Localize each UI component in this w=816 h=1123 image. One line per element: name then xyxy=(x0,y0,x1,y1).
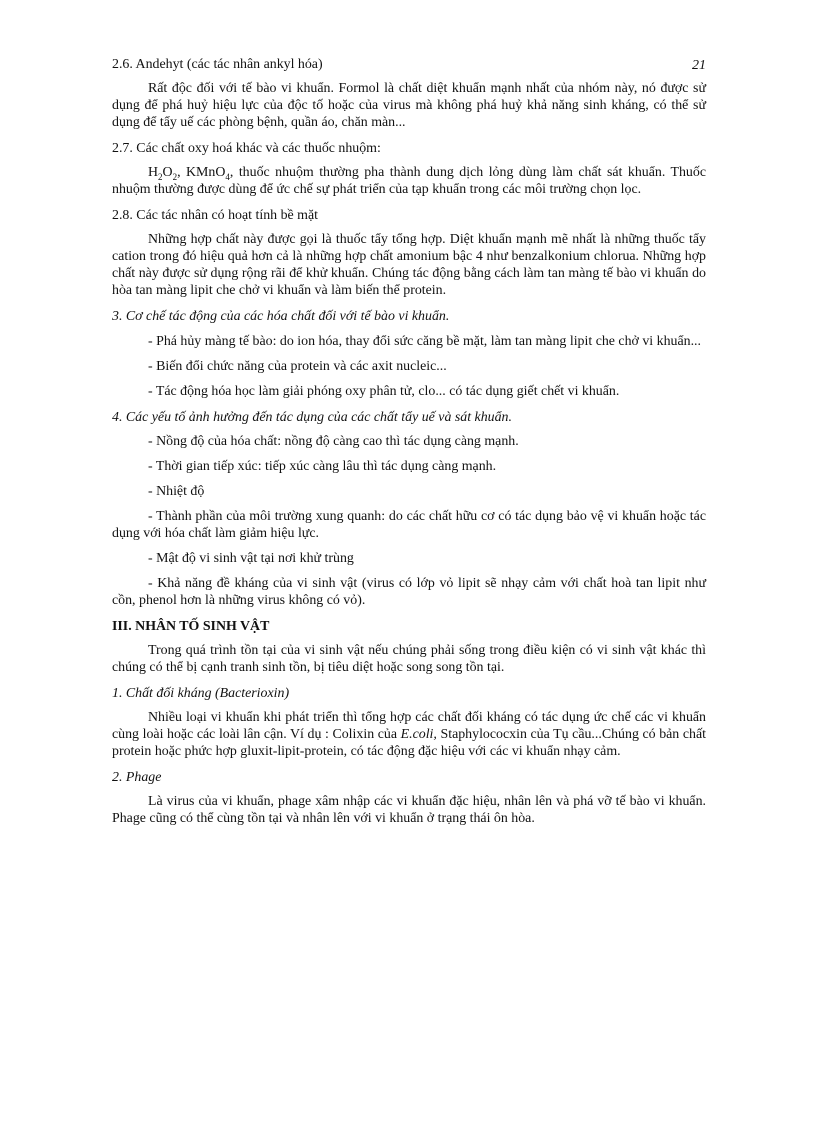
heading-bacterioxin: 1. Chất đối kháng (Bacterioxin) xyxy=(112,686,290,701)
list-item: - Khả năng đề kháng của vi sinh vật (virus có lớp vỏ lipit sẽ nhạy cảm với chất hoà tan lipit như cồn, phenol hơn là những virus không có vỏ). xyxy=(112,576,706,608)
list-item: - Thành phần của môi trường xung quanh: do các chất hữu cơ có tác dụng bảo vệ vi khuẩn hoặc tác dụng với hóa chất làm giảm hiệu lực. xyxy=(112,509,706,541)
page-number: 21 xyxy=(692,58,706,73)
list-item: - Nhiệt độ xyxy=(148,484,205,499)
heading-2-8: 2.8. Các tác nhân có hoạt tính bề mặt xyxy=(112,208,318,223)
list-item: - Tác động hóa học làm giải phóng oxy phân tử, clo... có tác dụng giết chết vi khuẩn. xyxy=(148,384,620,399)
list-item: - Mật độ vi sinh vật tại nơi khử trùng xyxy=(148,551,354,566)
list-item: - Biến đổi chức năng của protein và các axit nucleic... xyxy=(148,359,447,374)
paragraph-phage: Là virus của vi khuẩn, phage xâm nhập các vi khuẩn đặc hiệu, nhân lên và phá vỡ tế bào vi khuẩn. Phage cũng có thể cùng tồn tại và nhân lên với vi khuẩn ở trạng thái ôn hòa. xyxy=(112,794,706,826)
paragraph-2-8: Những hợp chất này được gọi là thuốc tẩy tổng hợp. Diệt khuẩn mạnh mẽ nhất là những thuốc tẩy cation trong đó hiệu quả hơn cả là những hợp chất amonium bậc 4 như benzalkonium chlorua. Những hợp chất này được sử dụng rộng rãi để khử khuẩn. Chúng tác động bằng cách làm tan màng tế bào vi khuẩn do hòa tan màng lipit che chở vi khuẩn và làm biến thể protein. xyxy=(112,232,706,298)
list-item: - Nồng độ của hóa chất: nồng độ càng cao thì tác dụng càng mạnh. xyxy=(148,434,519,449)
paragraph-III: Trong quá trình tồn tại của vi sinh vật nếu chúng phải sống trong điều kiện có vi sinh vật khác thì chúng có thể bị cạnh tranh sinh tồn, bị tiêu diệt hoặc song song tồn tại. xyxy=(112,643,706,675)
list-item: - Phá hủy màng tế bào: do ion hóa, thay đổi sức căng bề mặt, làm tan màng lipit che chở vi khuẩn... xyxy=(148,334,702,349)
heading-3-mechanism: 3. Cơ chế tác động của các hóa chất đối với tế bào vi khuẩn. xyxy=(112,309,450,324)
list-item: - Thời gian tiếp xúc: tiếp xúc càng lâu thì tác dụng càng mạnh. xyxy=(148,459,497,474)
heading-phage: 2. Phage xyxy=(112,770,162,785)
heading-4-factors: 4. Các yếu tố ảnh hưởng đến tác dụng của các chất tẩy uế và sát khuẩn. xyxy=(112,410,512,425)
heading-2-7: 2.7. Các chất oxy hoá khác và các thuốc nhuộm: xyxy=(112,141,381,156)
paragraph-2-7: $H_2O_2$, KMnO$_4$, thuốc nhuộm thường pha thành dung dịch lỏng dùng làm chất sát khuẩn. Thuốc nhuộm thường được dùng để ức chế sự phát triển của tạp khuẩn trong các môi trường chọn lọc. xyxy=(112,165,706,197)
paragraph-2-6: Rất độc đối với tế bào vi khuẩn. Formol là chất diệt khuẩn mạnh nhất của nhóm này, nó được sử dụng để phá huỷ hiệu lực của độc tố hoặc của virus mà không phá huỷ khả năng sinh kháng, có thể sử dụng để tẩy uế các phòng bệnh, quần áo, chăn màn... xyxy=(112,81,706,130)
heading-2-6: 2.6. Andehyt (các tác nhân ankyl hóa) xyxy=(112,57,323,72)
heading-III: III. NHÂN TỐ SINH VẬT xyxy=(112,619,270,634)
paragraph-bacterioxin: Nhiều loại vi khuẩn khi phát triển thì tổng hợp các chất đối kháng có tác dụng ức chế các vi khuẩn cùng loài hoặc các loài lân cận. Ví dụ : Colixin của E.coli, Staphylococxin của Tụ cầu...Chúng có bản chất protein hoặc phức hợp gluxit-lipit-protein, có tác động đặc hiệu với các vi khuẩn nhạy cảm. xyxy=(112,710,706,759)
page-body xyxy=(112,56,706,827)
